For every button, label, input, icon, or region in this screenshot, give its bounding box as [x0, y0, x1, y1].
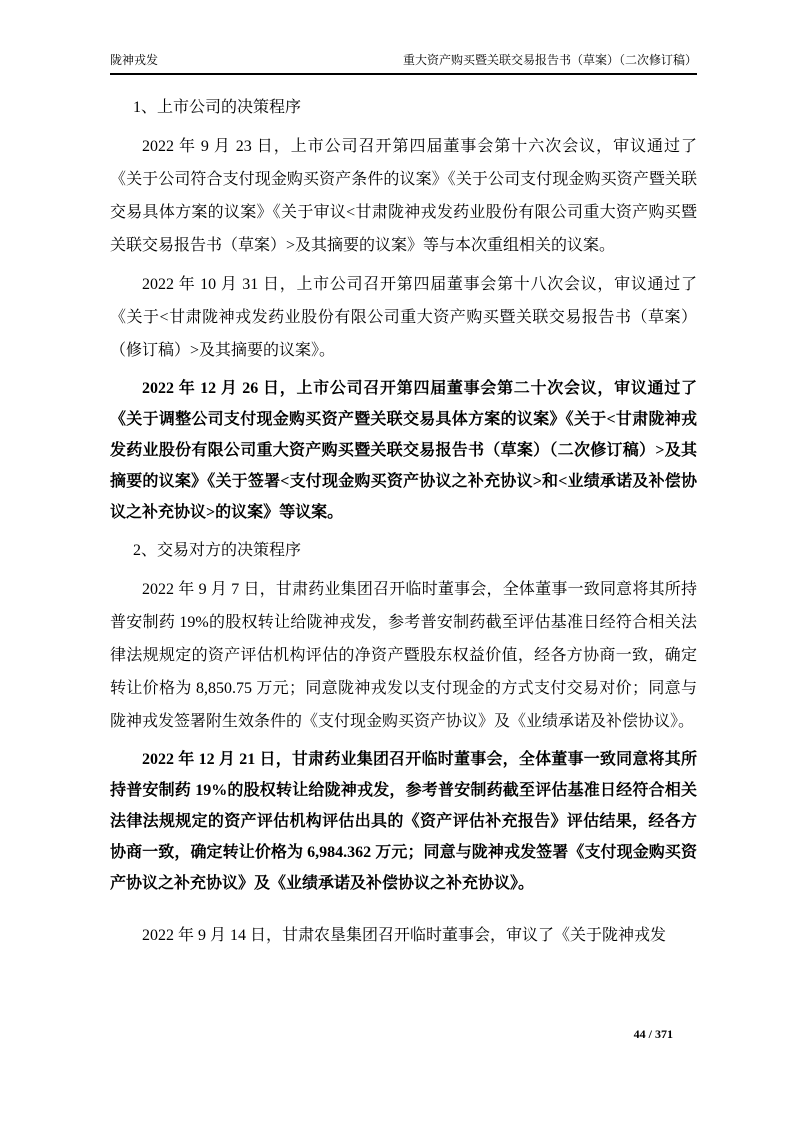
page-number-value: 44 / 371: [633, 1027, 673, 1041]
paragraph-pharma-group-sep7: 2022 年 9 月 7 日，甘肃药业集团召开临时董事会，全体董事一致同意将其所持普安制药 19%的股权转让给陇神戎发，参考普安制药截至评估基准日经符合相关法律法规规定的资产评估机构评估的净资产暨股东权益价值，经各方协商一致，确定转让价格为 8,850.75 万元；同意陇神戎发以支付现金的方式支付交易对价；同意与陇神戎发签署附生效条件的《支付现金购买资产协议》及《业绩承诺及补偿协议》。: [110, 581, 697, 730]
paragraph-board-meeting-oct31: 2022 年 10 月 31 日，上市公司召开第四届董事会第十八次会议，审议通过了《关于<甘肃陇神戎发药业股份有限公司重大资产购买暨关联交易报告书（草案）（修订稿）>及其摘要的议案》。: [110, 276, 697, 359]
paragraph-agri-group-sep14: 2022 年 9 月 14 日，甘肃农垦集团召开临时董事会，审议了《关于陇神戎发: [142, 927, 667, 944]
paragraph-pharma-group-dec21-bold: 2022 年 12 月 21 日，甘肃药业集团召开临时董事会，全体董事一致同意将其所持普安制药 19%的股权转让给陇神戎发，参考普安制药截至评估基准日经符合相关法律法规规定的资产评估机构评估出具的《资产评估补充报告》评估结果，经各方协商一致，确定转让价格为 6,984.362 万元；同意与陇神戎发签署《支付现金购买资产协议之补充协议》及《业绩承诺及补偿协议之补充协议》。: [110, 751, 697, 892]
page-header: [110, 52, 697, 75]
paragraph-board-meeting-dec26-bold: 2022 年 12 月 26 日，上市公司召开第四届董事会第二十次会议，审议通过了《关于调整公司支付现金购买资产暨关联交易具体方案的议案》《关于<甘肃陇神戎发药业股份有限公司重大资产购买暨关联交易报告书（草案）（二次修订稿）>及其摘要的议案》《关于签署<支付现金购买资产协议之补充协议>和<业绩承诺及补偿协议之补充协议>的议案》等议案。: [110, 380, 697, 521]
header-company-name: 陇神戎发: [110, 53, 159, 67]
document-body: [110, 85, 697, 958]
section-heading-listed-company-procedure: 1、上市公司的决策程序: [133, 99, 302, 116]
paragraph-board-meeting-sep23: 2022 年 9 月 23 日，上市公司召开第四届董事会第十六次会议，审议通过了《关于公司符合支付现金购买资产条件的议案》《关于公司支付现金购买资产暨关联交易具体方案的议案》《关于审议<甘肃陇神戎发药业股份有限公司重大资产购买暨关联交易报告书（草案）>及其摘要的议案》等与本次重组相关的议案。: [110, 138, 697, 254]
page-number: [634, 1026, 673, 1042]
section-heading-counterparty-procedure: 2、交易对方的决策程序: [133, 542, 302, 559]
header-report-title: 重大资产购买暨关联交易报告书（草案）（二次修订稿）: [402, 53, 697, 67]
